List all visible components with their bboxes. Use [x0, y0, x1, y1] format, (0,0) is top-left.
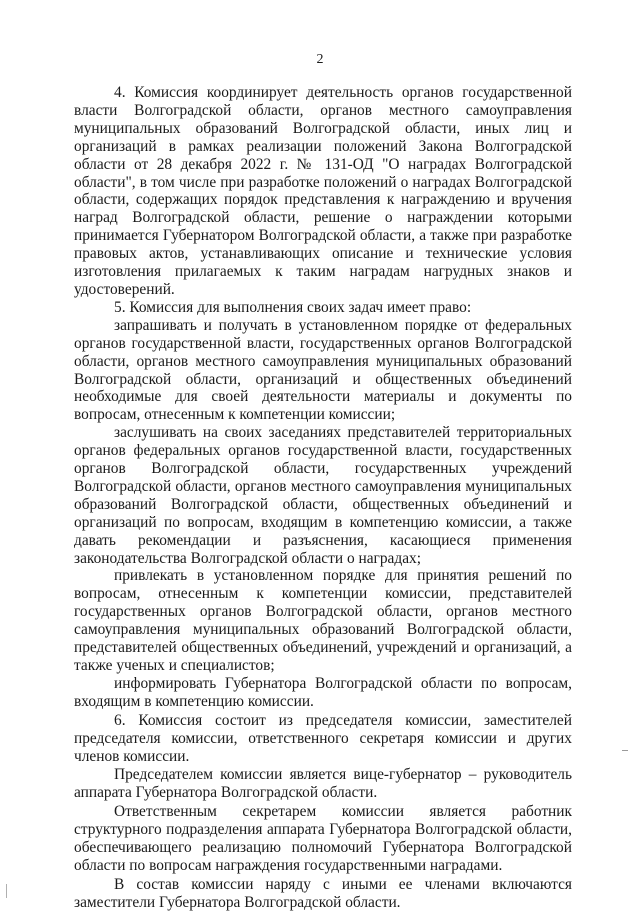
document-body	[74, 84, 572, 912]
paragraph-right-involve: привлекать в установленном порядке для принятия решений по вопросам, отнесенным к компетенции комиссии, представителей государственных органов Волгоградской области, органов местного самоуправления муниципальных образований Волгоградской области, представителей общественных объединений, учреждений и организаций, а также ученых и специалистов;	[74, 567, 572, 674]
paragraph-right-hear: заслушивать на своих заседаниях представителей территориальных органов федеральных органов государственной власти, государственных органов Волгоградской области, государственных учреждений Волгоградской области, органов местного самоуправления муниципальных образований Волгоградской области, общественных объединений и организаций по вопросам, входящим в компетенцию комиссии, а также давать рекомендации и разъяснения, касающиеся применения законодательства Волгоградской области о наградах;	[74, 424, 572, 567]
paragraph-composition: В состав комиссии наряду с иными ее членами включаются заместители Губернатора Волгоградской области.	[74, 875, 572, 911]
scan-mark	[622, 750, 628, 751]
page-number: 2	[316, 52, 324, 67]
paragraph-secretary: Ответственным секретарем комиссии является работник структурного подразделения аппарата Губернатора Волгоградской области, обеспечивающего реализацию полномочий Губернатора Волгоградской области по вопросам награждения государственными наградами.	[74, 803, 572, 874]
paragraph-item-6: 6. Комиссия состоит из председателя комиссии, заместителей председателя комиссии, ответственного секретаря комиссии и других членов комиссии.	[74, 711, 572, 765]
paragraph-chairman: Председателем комиссии является вице-губернатор – руководитель аппарата Губернатора Волгоградской области.	[74, 766, 572, 802]
paragraph-right-inform: информировать Губернатора Волгоградской области по вопросам, входящим в компетенцию комиссии.	[74, 674, 572, 710]
paragraph-right-request: запрашивать и получать в установленном порядке от федеральных органов государственной власти, государственных органов Волгоградской области, органов местного самоуправления муниципальных образований Волгоградской области, организаций и общественных объединений необходимые для своей деятельности материалы и документы по вопросам, отнесенным к компетенции комиссии;	[74, 316, 572, 424]
paragraph-item-4: 4. Комиссия координирует деятельность органов государственной власти Волгоградской области, органов местного самоуправления муниципальных образований Волгоградской области, иных лиц и организаций в рамках реализации положений Закона Волгоградской области от 28 декабря 2022 г. № 131-ОД "О наградах Волгоградской области", в том числе при разработке положений о наградах Волгоградской области, содержащих порядок представления к награждению и вручения наград Волгоградской области, решение о награждении которыми принимается Губернатором Волгоградской области, а также при разработке правовых актов, устанавливающих описание и технические условия изготовления прилагаемых к таким наградам нагрудных знаков и удостоверений.	[74, 84, 572, 298]
scan-edge-mark	[6, 884, 7, 898]
paragraph-item-5: 5. Комиссия для выполнения своих задач имеет право:	[114, 298, 472, 316]
